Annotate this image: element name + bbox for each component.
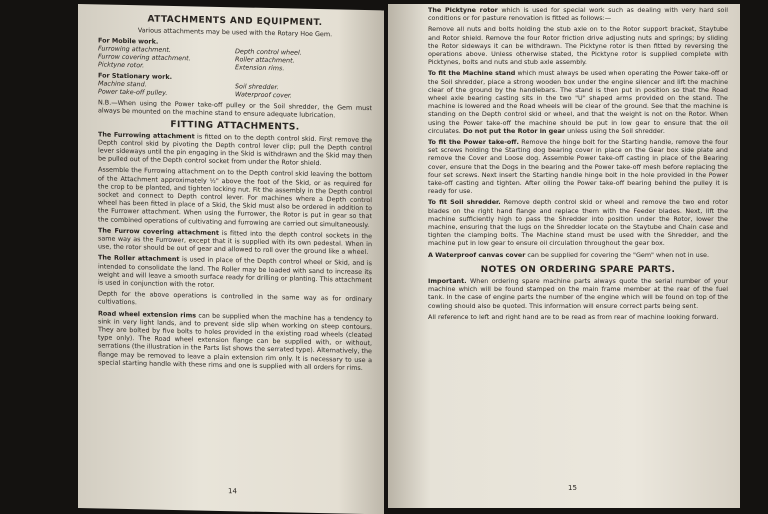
mobile-item: Picktyne rotor. xyxy=(98,60,145,70)
pto-paragraph xyxy=(428,138,728,195)
cover-text: can be supplied for covering the "Gem" when not in use. xyxy=(525,250,710,259)
picktyne-text: which is used for special work such as dealing with very hard soil conditions or for pasture renovation is fitted as follows:— xyxy=(428,6,728,23)
mobile-work-group xyxy=(98,37,372,75)
stand-text-end: unless using the Soil shredder. xyxy=(565,126,665,135)
shredder-lead: To fit Soil shredder. xyxy=(428,198,501,207)
pto-text: Remove the hinge bolt for the Starting handle, remove the four set screws holding the Starting dog bearing cover in place on the Gear box side plate and remove the Cover and Loose dog. Assemble Power take-off casting in place of the Bearing cover, ensure that the Dogs in the bearing and the Power take-off mesh before replacing the four set screws. Next insert the Starting handle hinge bolt in the hole provided in the Power take-off casting and tighten. After oiling the Power take-off bearing behind the pulley it is ready for use. xyxy=(428,138,729,196)
notes-title: NOTES ON ORDERING SPARE PARTS. xyxy=(480,264,676,275)
roller-lead: The Roller attachment xyxy=(98,253,180,264)
mobile-item: Depth control wheel. xyxy=(235,47,302,57)
stationary-item: Machine stand. xyxy=(98,79,147,89)
important-paragraph xyxy=(428,277,728,310)
shredder-paragraph xyxy=(428,198,728,247)
mobile-item: Roller attachment. xyxy=(235,55,295,65)
stationary-item: Soil shredder. xyxy=(235,82,279,92)
stationary-work-heading: For Stationary work. xyxy=(98,71,173,82)
reference-paragraph: All reference to left and right hand are to be read as from rear of machine looking forward. xyxy=(428,312,719,321)
roller-paragraph xyxy=(98,254,372,293)
depth-paragraph: Depth for the above operations is controlled in the same way as for ordinary cultivations. xyxy=(98,289,372,307)
stand-lead: To fit the Machine stand xyxy=(428,69,516,78)
page-number-right: 15 xyxy=(568,484,577,492)
attachments-title: ATTACHMENTS AND EQUIPMENT. xyxy=(147,14,323,29)
picktyne-paragraph-2: Remove all nuts and bolts holding the stub axle on to the Rotor support bracket, Staytube and Rotor shield. Remove the four Rotor friction drive adjusting nuts and springs; by sliding the Rotor sideways it can be withdrawn. The Picktyne rotor is then fitted by reversing the operations above. Unless otherwise stated, the Picktyne rotor is supplied complete with Picktynes, bolts and nuts and stub axle assembly. xyxy=(428,25,728,67)
right-page xyxy=(388,4,740,508)
important-lead: Important. xyxy=(428,276,467,285)
covering-lead: The Furrow covering attachment xyxy=(98,226,219,237)
stand-warning: Do not put the Rotor in gear xyxy=(462,126,566,135)
covering-paragraph xyxy=(98,226,372,256)
stand-paragraph xyxy=(428,69,728,135)
stationary-item: Waterproof cover. xyxy=(235,90,292,100)
roller-text: is used in place of the Depth control wheel or Skid, and is intended to consolidate the land. The Roller may be loaded with sand to increase its weight and will leave a smooth surface ready for drilling or planting. This attachment is used in conjunction with the rotor. xyxy=(98,255,373,289)
furrowing-text: is fitted on to the depth control skid. First remove the Depth control skid by pivoting the Depth control lever clip; pull the Depth control lever sideways until the pin engaging in the Skid is withdrawn and the Skid may then be pulled out of the Depth control socket from under the Rotor shield. xyxy=(98,132,372,168)
pto-lead: To fit the Power take-off. xyxy=(428,138,519,147)
shredder-text: Remove depth control skid or wheel and remove the two end rotor blades on the right hand flange and replace them with the Feeder blades. Next, lift the machine sufficiently high to pass the Shredder into position under the Rotor, lower the machine, ensuring that the lugs on the Shredder locate on the Staytube and Chain case and tighten the clamping bolts. The Machine stand must be used with the Shredder, and the machine put in low gear to ensure oil circulation throughout the gear box. xyxy=(428,198,728,248)
mobile-item: Furrowing attachment. xyxy=(98,44,171,55)
attachments-intro: Various attachments may be used with the Rotary Hoe Gem. xyxy=(137,26,333,39)
left-page xyxy=(78,4,384,514)
stationary-work-group xyxy=(98,72,372,102)
rims-paragraph xyxy=(98,309,372,372)
rims-lead: Road wheel extension rims xyxy=(98,309,197,320)
important-text: When ordering spare machine parts always quote the serial number of your machine which will be found stamped on the main frame member at the rear of the fuel tank. In the case of engine parts the number of the engine which will be found on top of the cowling should also be quoted. This information will ensure correct parts being sent. xyxy=(428,276,728,310)
picktyne-lead: The Picktyne rotor xyxy=(428,6,498,14)
nb-note: N.B.—When using the Power take-off pulley or the Soil shredder, the Gem must always be mounted on the machine stand to ensure adequate lubrication. xyxy=(98,98,372,120)
furrowing-paragraph xyxy=(98,130,372,169)
furrowing-paragraph-2: Assemble the Furrowing attachment on to the Depth control skid leaving the bottom of the Attachment approximately ½" above the foot of the Skid, or as required for the crop to be planted, and tighten locking nut. Fit the assembly in the Depth control socket and connect to Depth control lever. For machines where a Depth control wheel has been fitted in place of a Skid, the Skid must also be ordered in addition to the Furrower attachment. When using the Furrower, the Rotor is put in gear so that the combined operations of cultivating and furrowing are carried out simultaneously. xyxy=(98,165,372,229)
furrowing-lead: The Furrowing attachment xyxy=(98,130,195,141)
cover-lead: A Waterproof canvas cover xyxy=(428,250,526,259)
fitting-title: FITTING ATTACHMENTS. xyxy=(170,119,300,133)
stand-text: which must always be used when operating the Power take-off or the Soil shredder, place a strong wooden box under the engine silencer and lift the machine clear of the ground by the handlebars. The stand is then put in position so that the Road wheel axle bearing casting sits in the two "U" shaped arms provided on the stand. The machine is lowered and the Road wheels will be clear of the ground. See that the machine is standing on the Depth control skid or wheel, and that the weight is not on the Rotor. When using the Power take-off the machine should be put in low gear to ensure that the oil circulates. xyxy=(428,69,728,135)
rims-text: can be supplied when the machine has a tendency to sink in very light lands, and to prevent side slip when working on steep contours. They are bolted by five bolts to holes provided in the existing road wheels (cleated type only). The Road wheel extension flange can be supplied with, or without, serrations (the illustration in the Parts list shows the serrated type). Alternatively, the flange may be removed to leave a plain extension rim only. It is necessary to use a special starting handle with these rims and one is supplied with all orders for rims. xyxy=(98,311,372,372)
cover-paragraph xyxy=(428,251,728,259)
mobile-item: Furrow covering attachment. xyxy=(98,52,191,63)
mobile-item: Extension rims. xyxy=(235,63,285,73)
stationary-item: Power take-off pulley. xyxy=(98,87,168,98)
picktyne-paragraph xyxy=(428,6,728,22)
mobile-work-heading: For Mobile work. xyxy=(98,36,159,46)
covering-text: is fitted into the depth control sockets in the same way as the Furrower, except that it is supplied with its own pedestal. When in use, the rotor should be out of gear and allowed to roll over the ground like a wheel. xyxy=(98,228,373,257)
page-number-left: 14 xyxy=(228,487,237,496)
